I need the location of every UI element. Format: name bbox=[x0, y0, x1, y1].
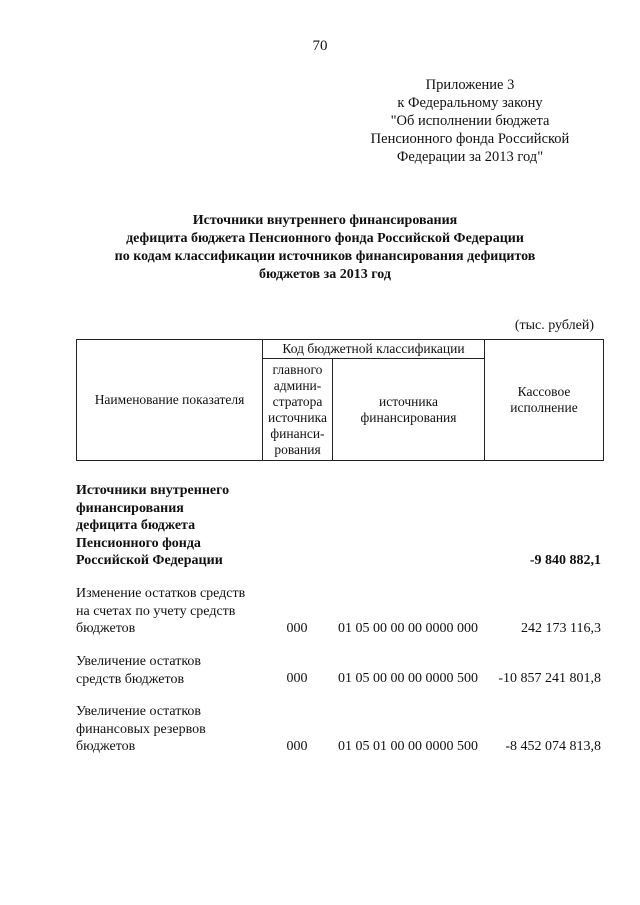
header-admin: главного админи- стратора источника финанси- рования bbox=[263, 359, 333, 461]
row-admin-code: 000 bbox=[286, 671, 308, 686]
row-name: Изменение остатков средств на счетах по учету средств бюджетов bbox=[76, 586, 246, 636]
row-amount: -10 857 241 801,8 bbox=[498, 671, 601, 686]
appendix-line: к Федеральному закону bbox=[397, 95, 543, 111]
units-label: (тыс. рублей) bbox=[514, 318, 594, 333]
row-amount: 242 173 116,3 bbox=[521, 621, 601, 636]
title-line: по кодам классификации источников финансирования дефицитов bbox=[114, 249, 536, 264]
row-admin-code: 000 bbox=[286, 621, 308, 636]
table-row bbox=[76, 703, 603, 757]
header-code-group: Код бюджетной классификации bbox=[263, 340, 485, 359]
row-source-code: 01 05 01 00 00 0000 500 bbox=[338, 739, 478, 754]
row-admin-code: 000 bbox=[286, 739, 308, 754]
document-title bbox=[60, 212, 590, 284]
row-amount: -9 840 882,1 bbox=[529, 553, 601, 568]
row-source-code: 01 05 00 00 00 0000 000 bbox=[338, 621, 478, 636]
title-line: дефицита бюджета Пенсионного фонда Российской Федерации bbox=[126, 231, 524, 246]
table-row bbox=[76, 585, 603, 639]
row-amount: -8 452 074 813,8 bbox=[505, 739, 601, 754]
classification-table-header bbox=[76, 339, 604, 461]
page-number: 70 bbox=[312, 38, 328, 54]
appendix-reference bbox=[340, 76, 600, 166]
table-row bbox=[76, 653, 603, 689]
appendix-line: Федерации за 2013 год" bbox=[396, 149, 544, 165]
row-source-code: 01 05 00 00 00 0000 500 bbox=[338, 671, 478, 686]
header-source: источника финансирования bbox=[333, 359, 485, 461]
title-line: Источники внутреннего финансирования bbox=[192, 213, 458, 228]
appendix-line: Приложение 3 bbox=[425, 77, 515, 93]
appendix-line: "Об исполнении бюджета bbox=[390, 113, 550, 129]
row-name: Увеличение остатков средств бюджетов bbox=[76, 654, 202, 687]
header-execution: Кассовое исполнение bbox=[485, 340, 604, 461]
table-row bbox=[76, 482, 603, 572]
title-line: бюджетов за 2013 год bbox=[259, 267, 391, 282]
row-name: Увеличение остатков финансовых резервов бюджетов bbox=[76, 704, 206, 754]
appendix-line: Пенсионного фонда Российской bbox=[370, 131, 570, 147]
header-indicator-name: Наименование показателя bbox=[77, 340, 263, 461]
row-name: Источники внутреннего финансирования дефицита бюджета Пенсионного фонда Российской Федерации bbox=[76, 483, 230, 568]
